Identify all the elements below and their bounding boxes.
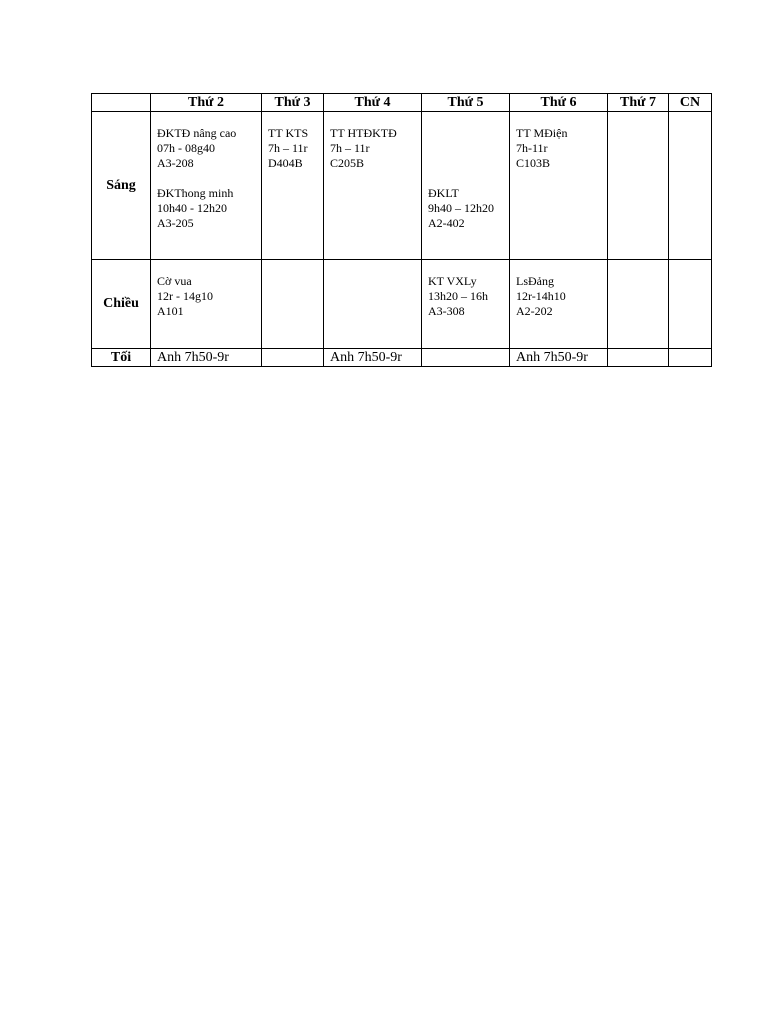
cell-sang-thu3 — [262, 112, 324, 260]
cell-sang-thu6 — [510, 112, 608, 260]
class-time: 7h-11r — [516, 141, 548, 155]
class-room: A101 — [157, 304, 184, 318]
header-row — [92, 94, 712, 112]
class-name: Cờ vua — [157, 274, 192, 288]
class-block — [330, 126, 421, 171]
class-name: ĐKTĐ nâng cao — [157, 126, 237, 140]
class-time: 10h40 - 12h20 — [157, 201, 227, 215]
class-time: 12r - 14g10 — [157, 289, 213, 303]
cell-chieu-thu6 — [510, 260, 608, 349]
class-room: D404B — [268, 156, 303, 170]
class-name: ĐKThong minh — [157, 186, 234, 200]
cell-toi-thu4: Anh 7h50-9r — [324, 349, 422, 367]
class-block — [516, 274, 607, 319]
row-sang — [92, 112, 712, 260]
cell-sang-thu5 — [422, 112, 510, 260]
class-block — [516, 126, 607, 171]
class-time: 7h – 11r — [330, 141, 370, 155]
day-header-thu2: Thứ 2 — [151, 94, 262, 112]
cell-toi-thu7 — [608, 349, 669, 367]
day-header-thu7: Thứ 7 — [608, 94, 669, 112]
class-block — [268, 126, 323, 171]
session-label-sang: Sáng — [92, 112, 151, 260]
cell-sang-cn — [669, 112, 712, 260]
cell-chieu-cn — [669, 260, 712, 349]
session-label-chieu: Chiều — [92, 260, 151, 349]
class-name: TT HTĐKTĐ — [330, 126, 397, 140]
cell-toi-thu6: Anh 7h50-9r — [510, 349, 608, 367]
cell-chieu-thu3 — [262, 260, 324, 349]
class-block — [157, 126, 261, 171]
cell-toi-thu2: Anh 7h50-9r — [151, 349, 262, 367]
class-room: A3-205 — [157, 216, 194, 230]
cell-chieu-thu7 — [608, 260, 669, 349]
day-header-thu5: Thứ 5 — [422, 94, 510, 112]
class-room: A2-202 — [516, 304, 553, 318]
cell-toi-cn — [669, 349, 712, 367]
cell-sang-thu7 — [608, 112, 669, 260]
class-time: 07h - 08g40 — [157, 141, 215, 155]
day-header-thu4: Thứ 4 — [324, 94, 422, 112]
class-room: A2-402 — [428, 216, 465, 230]
class-name: KT VXLy — [428, 274, 477, 288]
row-toi — [92, 349, 712, 367]
weekly-schedule-table — [91, 93, 712, 367]
class-room: C103B — [516, 156, 551, 170]
class-block — [428, 274, 509, 319]
class-name: TT KTS — [268, 126, 309, 140]
cell-toi-thu3 — [262, 349, 324, 367]
class-room: A3-308 — [428, 304, 465, 318]
class-name: LsĐảng — [516, 274, 554, 288]
class-time: 12r-14h10 — [516, 289, 566, 303]
class-time: 9h40 – 12h20 — [428, 201, 494, 215]
class-block — [428, 186, 509, 231]
cell-chieu-thu4 — [324, 260, 422, 349]
cell-chieu-thu5 — [422, 260, 510, 349]
day-header-thu3: Thứ 3 — [262, 94, 324, 112]
session-label-toi: Tối — [92, 349, 151, 367]
class-block — [157, 274, 261, 319]
class-room: A3-208 — [157, 156, 194, 170]
class-block — [157, 186, 261, 231]
class-time: 7h – 11r — [268, 141, 308, 155]
day-header-thu6: Thứ 6 — [510, 94, 608, 112]
cell-sang-thu2 — [151, 112, 262, 260]
row-chieu — [92, 260, 712, 349]
corner-cell — [92, 94, 151, 112]
class-name: TT MĐiện — [516, 126, 568, 140]
cell-sang-thu4 — [324, 112, 422, 260]
day-header-cn: CN — [669, 94, 712, 112]
cell-toi-thu5 — [422, 349, 510, 367]
class-time: 13h20 – 16h — [428, 289, 488, 303]
cell-chieu-thu2 — [151, 260, 262, 349]
class-name: ĐKLT — [428, 186, 459, 200]
class-room: C205B — [330, 156, 365, 170]
